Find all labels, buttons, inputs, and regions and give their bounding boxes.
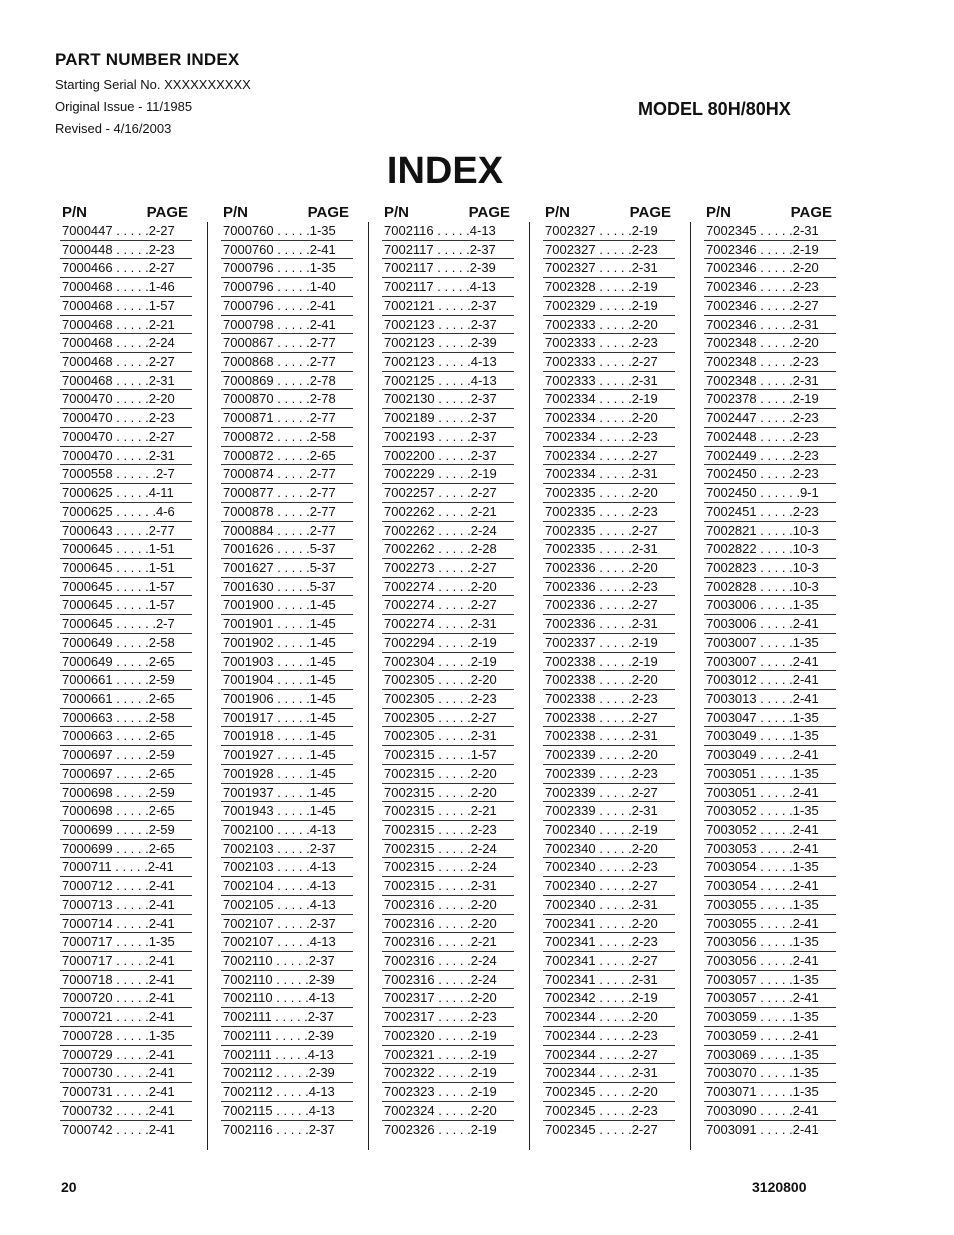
index-entry: 7000728 . . . . .1-35 — [60, 1027, 192, 1046]
index-entry: 7003007 . . . . .1-35 — [704, 634, 836, 653]
index-entry: 7003007 . . . . .2-41 — [704, 653, 836, 672]
index-entry: 7002334 . . . . .2-27 — [543, 447, 675, 466]
model-label: MODEL 80H/80HX — [638, 99, 791, 119]
index-entry: 7000558 . . . . . .2-7 — [60, 465, 192, 484]
index-entry: 7003055 . . . . .1-35 — [704, 896, 836, 915]
index-entry: 7000697 . . . . .2-59 — [60, 746, 192, 765]
column-header — [60, 200, 192, 222]
index-entry: 7003055 . . . . .2-41 — [704, 915, 836, 934]
serial-number-line: Starting Serial No. XXXXXXXXXX — [55, 77, 251, 92]
index-entry: 7000645 . . . . . .2-7 — [60, 615, 192, 634]
index-entry: 7002317 . . . . .2-23 — [382, 1008, 514, 1027]
index-entry: 7002315 . . . . .2-20 — [382, 765, 514, 784]
index-entry: 7001627 . . . . .5-37 — [221, 559, 353, 578]
pn-header: P/N — [545, 204, 571, 221]
index-entry: 7002323 . . . . .2-19 — [382, 1083, 514, 1102]
column-divider — [529, 222, 530, 1150]
index-entry: 7002335 . . . . .2-23 — [543, 503, 675, 522]
index-entry: 7002321 . . . . .2-19 — [382, 1046, 514, 1065]
index-entry: 7002823 . . . . .10-3 — [704, 559, 836, 578]
index-entry: 7002116 . . . . .2-37 — [223, 1121, 335, 1137]
index-entry: 7000717 . . . . .1-35 — [60, 933, 192, 952]
original-issue-line: Original Issue - 11/1985 — [55, 99, 193, 114]
index-entry: 7002340 . . . . .2-31 — [543, 896, 675, 915]
index-entry: 7002316 . . . . .2-24 — [382, 952, 514, 971]
index-entry: 7003047 . . . . .1-35 — [704, 709, 836, 728]
index-entry: 7002111 . . . . .2-39 — [221, 1027, 353, 1046]
index-entry: 7002822 . . . . .10-3 — [704, 540, 836, 559]
index-entry: 7000713 . . . . .2-41 — [60, 896, 192, 915]
index-column-4 — [543, 200, 675, 1139]
index-entry: 7003049 . . . . .1-35 — [704, 727, 836, 746]
index-entry: 7002315 . . . . .2-23 — [382, 821, 514, 840]
index-entry: 7002345 . . . . .2-23 — [543, 1102, 675, 1121]
index-entry: 7000698 . . . . .2-65 — [60, 802, 192, 821]
index-entry: 7001918 . . . . .1-45 — [221, 727, 353, 746]
index-entry: 7000796 . . . . .1-40 — [221, 278, 353, 297]
index-entry: 7000742 . . . . .2-41 — [62, 1121, 175, 1137]
index-entry: 7000871 . . . . .2-77 — [221, 409, 353, 428]
index-entry: 7003054 . . . . .1-35 — [704, 858, 836, 877]
index-entry: 7000645 . . . . .1-51 — [60, 540, 192, 559]
index-column-2 — [221, 200, 353, 1139]
index-entry: 7002345 . . . . .2-20 — [543, 1083, 675, 1102]
index-entry: 7001937 . . . . .1-45 — [221, 784, 353, 803]
index-entry: 7002130 . . . . .2-37 — [382, 390, 514, 409]
index-entry: 7002346 . . . . .2-23 — [704, 278, 836, 297]
index-entry: 7002110 . . . . .2-37 — [221, 952, 353, 971]
column-divider — [368, 222, 369, 1150]
index-entry: 7002315 . . . . .2-20 — [382, 784, 514, 803]
index-entry: 7000868 . . . . .2-77 — [221, 353, 353, 372]
index-entry: 7002448 . . . . .2-23 — [704, 428, 836, 447]
index-entry: 7002116 . . . . .4-13 — [382, 222, 514, 241]
index-entry: 7003090 . . . . .2-41 — [704, 1102, 836, 1121]
index-entry: 7002274 . . . . .2-31 — [382, 615, 514, 634]
index-entry: 7000869 . . . . .2-78 — [221, 372, 353, 391]
index-entry: 7003056 . . . . .2-41 — [704, 952, 836, 971]
index-entry: 7002327 . . . . .2-19 — [543, 222, 675, 241]
index-entry: 7002274 . . . . .2-27 — [382, 596, 514, 615]
index-entry: 7002449 . . . . .2-23 — [704, 447, 836, 466]
index-entry: 7000796 . . . . .1-35 — [221, 259, 353, 278]
index-entry: 7002333 . . . . .2-23 — [543, 334, 675, 353]
index-entry: 7002316 . . . . .2-20 — [382, 915, 514, 934]
index-entry: 7000867 . . . . .2-77 — [221, 334, 353, 353]
index-entry: 7000697 . . . . .2-65 — [60, 765, 192, 784]
index-entry: 7000447 . . . . .2-27 — [60, 222, 192, 241]
index-entry: 7002315 . . . . .2-24 — [382, 840, 514, 859]
index-entry: 7002104 . . . . .4-13 — [221, 877, 353, 896]
index-entry: 7000731 . . . . .2-41 — [60, 1083, 192, 1102]
index-entry: 7002315 . . . . .2-24 — [382, 858, 514, 877]
page-number: 20 — [61, 1179, 77, 1195]
index-entry: 7002305 . . . . .2-20 — [382, 671, 514, 690]
index-entry: 7002336 . . . . .2-27 — [543, 596, 675, 615]
index-entry: 7000649 . . . . .2-58 — [60, 634, 192, 653]
index-entry: 7002336 . . . . .2-23 — [543, 578, 675, 597]
index-entry: 7002305 . . . . .2-27 — [382, 709, 514, 728]
index-entry: 7000661 . . . . .2-65 — [60, 690, 192, 709]
index-entry: 7000468 . . . . .1-57 — [60, 297, 192, 316]
pn-header: P/N — [384, 204, 410, 221]
index-columns — [0, 200, 954, 1150]
index-entry: 7001904 . . . . .1-45 — [221, 671, 353, 690]
index-entry: 7002333 . . . . .2-20 — [543, 316, 675, 335]
index-entry: 7002316 . . . . .2-21 — [382, 933, 514, 952]
index-entry: 7000470 . . . . .2-27 — [60, 428, 192, 447]
index-entry: 7002378 . . . . .2-19 — [704, 390, 836, 409]
index-entry: 7000878 . . . . .2-77 — [221, 503, 353, 522]
index-entry: 7002345 . . . . .2-31 — [704, 222, 836, 241]
index-entry: 7002348 . . . . .2-23 — [704, 353, 836, 372]
index-entry: 7002103 . . . . .2-37 — [221, 840, 353, 859]
index-entry: 7003052 . . . . .1-35 — [704, 802, 836, 821]
document-number: 3120800 — [752, 1179, 807, 1195]
index-entry: 7002112 . . . . .2-39 — [221, 1064, 353, 1083]
index-entry: 7001906 . . . . .1-45 — [221, 690, 353, 709]
index-entry: 7000663 . . . . .2-65 — [60, 727, 192, 746]
index-entry: 7001943 . . . . .1-45 — [221, 802, 353, 821]
index-entry: 7001626 . . . . .5-37 — [221, 540, 353, 559]
index-entry: 7001917 . . . . .1-45 — [221, 709, 353, 728]
index-entry: 7000718 . . . . .2-41 — [60, 971, 192, 990]
index-entry: 7000796 . . . . .2-41 — [221, 297, 353, 316]
index-entry: 7002123 . . . . .2-39 — [382, 334, 514, 353]
index-entry: 7001903 . . . . .1-45 — [221, 653, 353, 672]
index-column-5 — [704, 200, 836, 1139]
index-entry: 7002447 . . . . .2-23 — [704, 409, 836, 428]
index-entry: 7000760 . . . . .2-41 — [221, 241, 353, 260]
index-entry: 7000468 . . . . .2-27 — [60, 353, 192, 372]
index-entry: 7002341 . . . . .2-23 — [543, 933, 675, 952]
index-entry: 7000721 . . . . .2-41 — [60, 1008, 192, 1027]
index-entry: 7002346 . . . . .2-27 — [704, 297, 836, 316]
index-entry: 7002334 . . . . .2-23 — [543, 428, 675, 447]
index-entry: 7002305 . . . . .2-31 — [382, 727, 514, 746]
index-entry: 7003053 . . . . .2-41 — [704, 840, 836, 859]
index-entry: 7000699 . . . . .2-65 — [60, 840, 192, 859]
index-entry: 7002100 . . . . .4-13 — [221, 821, 353, 840]
index-entry: 7002334 . . . . .2-31 — [543, 465, 675, 484]
index-entry: 7000711 . . . . .2-41 — [60, 858, 192, 877]
index-entry: 7002333 . . . . .2-27 — [543, 353, 675, 372]
index-entry: 7002121 . . . . .2-37 — [382, 297, 514, 316]
index-entry: 7002339 . . . . .2-23 — [543, 765, 675, 784]
index-entry: 7000645 . . . . .1-51 — [60, 559, 192, 578]
index-entry: 7002450 . . . . .2-23 — [704, 465, 836, 484]
index-entry: 7002112 . . . . .4-13 — [221, 1083, 353, 1102]
index-entry: 7003006 . . . . .2-41 — [704, 615, 836, 634]
index-entry: 7002107 . . . . .4-13 — [221, 933, 353, 952]
index-heading: INDEX — [386, 150, 504, 192]
index-entry: 7000466 . . . . .2-27 — [60, 259, 192, 278]
index-entry: 7002828 . . . . .10-3 — [704, 578, 836, 597]
page-header: PAGE — [629, 204, 671, 221]
index-entry: 7002111 . . . . .2-37 — [221, 1008, 353, 1027]
index-entry: 7002340 . . . . .2-20 — [543, 840, 675, 859]
index-entry: 7000643 . . . . .2-77 — [60, 522, 192, 541]
index-entry: 7000798 . . . . .2-41 — [221, 316, 353, 335]
index-entry: 7002340 . . . . .2-19 — [543, 821, 675, 840]
index-entry: 7002334 . . . . .2-20 — [543, 409, 675, 428]
index-entry: 7002348 . . . . .2-20 — [704, 334, 836, 353]
index-entry: 7003057 . . . . .2-41 — [704, 989, 836, 1008]
index-entry: 7003013 . . . . .2-41 — [704, 690, 836, 709]
index-entry: 7002316 . . . . .2-24 — [382, 971, 514, 990]
index-entry: 7002315 . . . . .1-57 — [382, 746, 514, 765]
index-entry: 7002335 . . . . .2-27 — [543, 522, 675, 541]
index-entry: 7002346 . . . . .2-19 — [704, 241, 836, 260]
page-header: PAGE — [468, 204, 510, 221]
index-entry: 7000468 . . . . .2-24 — [60, 334, 192, 353]
index-entry: 7002110 . . . . .2-39 — [221, 971, 353, 990]
index-entry: 7002327 . . . . .2-23 — [543, 241, 675, 260]
index-entry: 7002123 . . . . .4-13 — [382, 353, 514, 372]
index-entry: 7002117 . . . . .2-39 — [382, 259, 514, 278]
index-entry: 7002262 . . . . .2-28 — [382, 540, 514, 559]
index-entry: 7000872 . . . . .2-58 — [221, 428, 353, 447]
index-entry: 7000720 . . . . .2-41 — [60, 989, 192, 1008]
index-entry: 7002328 . . . . .2-19 — [543, 278, 675, 297]
index-entry: 7002341 . . . . .2-27 — [543, 952, 675, 971]
index-entry: 7002340 . . . . .2-27 — [543, 877, 675, 896]
index-entry: 7000645 . . . . .1-57 — [60, 578, 192, 597]
index-entry: 7002346 . . . . .2-31 — [704, 316, 836, 335]
index-entry: 7003012 . . . . .2-41 — [704, 671, 836, 690]
index-entry: 7002117 . . . . .2-37 — [382, 241, 514, 260]
index-entry: 7001928 . . . . .1-45 — [221, 765, 353, 784]
index-entry: 7001927 . . . . .1-45 — [221, 746, 353, 765]
index-entry: 7002333 . . . . .2-31 — [543, 372, 675, 391]
index-entry: 7002107 . . . . .2-37 — [221, 915, 353, 934]
column-divider — [690, 222, 691, 1150]
index-entry: 7002335 . . . . .2-20 — [543, 484, 675, 503]
index-entry: 7002334 . . . . .2-19 — [543, 390, 675, 409]
index-entry: 7002189 . . . . .2-37 — [382, 409, 514, 428]
index-entry: 7002345 . . . . .2-27 — [545, 1121, 658, 1137]
index-entry: 7000468 . . . . .2-21 — [60, 316, 192, 335]
index-entry: 7002315 . . . . .2-31 — [382, 877, 514, 896]
index-entry: 7002305 . . . . .2-23 — [382, 690, 514, 709]
index-column-3 — [382, 200, 514, 1139]
index-entry: 7000470 . . . . .2-20 — [60, 390, 192, 409]
index-entry: 7002344 . . . . .2-20 — [543, 1008, 675, 1027]
index-entry: 7000877 . . . . .2-77 — [221, 484, 353, 503]
index-entry: 7002338 . . . . .2-31 — [543, 727, 675, 746]
column-header — [543, 200, 675, 222]
index-entry: 7002335 . . . . .2-31 — [543, 540, 675, 559]
index-entry: 7002294 . . . . .2-19 — [382, 634, 514, 653]
index-entry: 7002339 . . . . .2-31 — [543, 802, 675, 821]
index-entry: 7002344 . . . . .2-27 — [543, 1046, 675, 1065]
pn-header: P/N — [223, 204, 249, 221]
index-entry: 7002338 . . . . .2-20 — [543, 671, 675, 690]
index-entry: 7002338 . . . . .2-19 — [543, 653, 675, 672]
index-entry: 7002257 . . . . .2-27 — [382, 484, 514, 503]
index-entry: 7002105 . . . . .4-13 — [221, 896, 353, 915]
index-entry: 7000625 . . . . .4-11 — [60, 484, 192, 503]
index-entry: 7001901 . . . . .1-45 — [221, 615, 353, 634]
index-entry: 7002324 . . . . .2-20 — [382, 1102, 514, 1121]
index-entry: 7000872 . . . . .2-65 — [221, 447, 353, 466]
index-entry: 7003049 . . . . .2-41 — [704, 746, 836, 765]
index-entry: 7001902 . . . . .1-45 — [221, 634, 353, 653]
document-title: PART NUMBER INDEX — [55, 50, 240, 69]
index-entry: 7002339 . . . . .2-27 — [543, 784, 675, 803]
index-entry: 7002117 . . . . .4-13 — [382, 278, 514, 297]
page-header: PAGE — [307, 204, 349, 221]
index-entry: 7000649 . . . . .2-65 — [60, 653, 192, 672]
index-entry: 7002338 . . . . .2-27 — [543, 709, 675, 728]
page-header: PAGE — [790, 204, 832, 221]
index-entry: 7002115 . . . . .4-13 — [221, 1102, 353, 1121]
index-entry: 7002316 . . . . .2-20 — [382, 896, 514, 915]
index-entry: 7003071 . . . . .1-35 — [704, 1083, 836, 1102]
index-entry: 7002111 . . . . .4-13 — [221, 1046, 353, 1065]
column-divider — [207, 222, 208, 1150]
index-entry: 7002342 . . . . .2-19 — [543, 989, 675, 1008]
index-entry: 7002451 . . . . .2-23 — [704, 503, 836, 522]
index-entry: 7003056 . . . . .1-35 — [704, 933, 836, 952]
index-entry: 7000884 . . . . .2-77 — [221, 522, 353, 541]
index-column-1 — [60, 200, 192, 1139]
index-entry: 7000448 . . . . .2-23 — [60, 241, 192, 260]
index-entry: 7002327 . . . . .2-31 — [543, 259, 675, 278]
index-entry: 7000698 . . . . .2-59 — [60, 784, 192, 803]
column-header — [221, 200, 353, 222]
index-entry: 7000663 . . . . .2-58 — [60, 709, 192, 728]
index-entry: 7003051 . . . . .2-41 — [704, 784, 836, 803]
index-entry: 7003059 . . . . .2-41 — [704, 1027, 836, 1046]
column-header — [382, 200, 514, 222]
index-entry: 7002322 . . . . .2-19 — [382, 1064, 514, 1083]
index-entry: 7002348 . . . . .2-31 — [704, 372, 836, 391]
index-entry: 7000699 . . . . .2-59 — [60, 821, 192, 840]
index-entry: 7000661 . . . . .2-59 — [60, 671, 192, 690]
column-header — [704, 200, 836, 222]
index-entry: 7002344 . . . . .2-31 — [543, 1064, 675, 1083]
page-header: PAGE — [146, 204, 188, 221]
index-entry: 7002346 . . . . .2-20 — [704, 259, 836, 278]
index-entry: 7000468 . . . . .2-31 — [60, 372, 192, 391]
index-entry: 7000729 . . . . .2-41 — [60, 1046, 192, 1065]
index-entry: 7000712 . . . . .2-41 — [60, 877, 192, 896]
index-entry: 7002344 . . . . .2-23 — [543, 1027, 675, 1046]
index-entry: 7002337 . . . . .2-19 — [543, 634, 675, 653]
index-entry: 7002336 . . . . .2-20 — [543, 559, 675, 578]
index-entry: 7002200 . . . . .2-37 — [382, 447, 514, 466]
index-entry: 7002273 . . . . .2-27 — [382, 559, 514, 578]
index-entry: 7003091 . . . . .2-41 — [706, 1121, 819, 1137]
index-entry: 7002125 . . . . .4-13 — [382, 372, 514, 391]
index-entry: 7000470 . . . . .2-23 — [60, 409, 192, 428]
index-entry: 7000874 . . . . .2-77 — [221, 465, 353, 484]
index-entry: 7002193 . . . . .2-37 — [382, 428, 514, 447]
index-entry: 7002339 . . . . .2-20 — [543, 746, 675, 765]
index-entry: 7002338 . . . . .2-23 — [543, 690, 675, 709]
pn-header: P/N — [62, 204, 88, 221]
index-entry: 7002336 . . . . .2-31 — [543, 615, 675, 634]
index-entry: 7002317 . . . . .2-20 — [382, 989, 514, 1008]
pn-header: P/N — [706, 204, 732, 221]
index-entry: 7002123 . . . . .2-37 — [382, 316, 514, 335]
index-entry: 7002320 . . . . .2-19 — [382, 1027, 514, 1046]
index-entry: 7000732 . . . . .2-41 — [60, 1102, 192, 1121]
index-entry: 7002103 . . . . .4-13 — [221, 858, 353, 877]
index-entry: 7002110 . . . . .4-13 — [221, 989, 353, 1008]
index-entry: 7000714 . . . . .2-41 — [60, 915, 192, 934]
index-entry: 7000730 . . . . .2-41 — [60, 1064, 192, 1083]
index-entry: 7000870 . . . . .2-78 — [221, 390, 353, 409]
index-entry: 7003054 . . . . .2-41 — [704, 877, 836, 896]
index-entry: 7003070 . . . . .1-35 — [704, 1064, 836, 1083]
index-entry: 7002304 . . . . .2-19 — [382, 653, 514, 672]
index-entry: 7003069 . . . . .1-35 — [704, 1046, 836, 1065]
index-entry: 7002315 . . . . .2-21 — [382, 802, 514, 821]
index-entry: 7001630 . . . . .5-37 — [221, 578, 353, 597]
index-entry: 7002274 . . . . .2-20 — [382, 578, 514, 597]
index-entry: 7000760 . . . . .1-35 — [221, 222, 353, 241]
index-entry: 7002340 . . . . .2-23 — [543, 858, 675, 877]
index-entry: 7000645 . . . . .1-57 — [60, 596, 192, 615]
index-entry: 7003059 . . . . .1-35 — [704, 1008, 836, 1027]
index-entry: 7002821 . . . . .10-3 — [704, 522, 836, 541]
index-entry: 7000625 . . . . . .4-6 — [60, 503, 192, 522]
index-entry: 7003052 . . . . .2-41 — [704, 821, 836, 840]
index-entry: 7002341 . . . . .2-31 — [543, 971, 675, 990]
index-entry: 7003006 . . . . .1-35 — [704, 596, 836, 615]
index-entry: 7003057 . . . . .1-35 — [704, 971, 836, 990]
index-entry: 7000470 . . . . .2-31 — [60, 447, 192, 466]
index-entry: 7001900 . . . . .1-45 — [221, 596, 353, 615]
index-entry: 7002450 . . . . . .9-1 — [704, 484, 836, 503]
index-entry: 7003051 . . . . .1-35 — [704, 765, 836, 784]
revised-line: Revised - 4/16/2003 — [55, 121, 172, 136]
index-entry: 7002262 . . . . .2-21 — [382, 503, 514, 522]
index-entry: 7002326 . . . . .2-19 — [384, 1121, 497, 1137]
index-entry: 7002341 . . . . .2-20 — [543, 915, 675, 934]
index-entry: 7002262 . . . . .2-24 — [382, 522, 514, 541]
index-entry: 7000468 . . . . .1-46 — [60, 278, 192, 297]
index-entry: 7002329 . . . . .2-19 — [543, 297, 675, 316]
index-entry: 7002229 . . . . .2-19 — [382, 465, 514, 484]
index-entry: 7000717 . . . . .2-41 — [60, 952, 192, 971]
